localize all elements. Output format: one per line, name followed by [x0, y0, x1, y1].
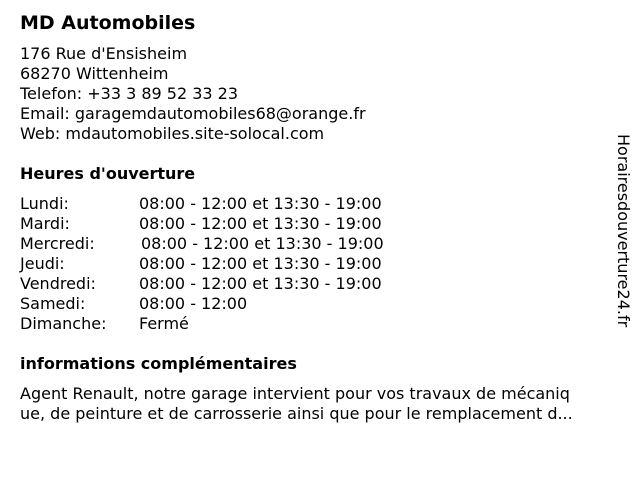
- info-text-line: Agent Renault, notre garage intervient pour vos travaux de mécaniq: [20, 384, 570, 403]
- opening-hours-table: [20, 194, 440, 334]
- day-label: Mercredi:: [20, 234, 95, 253]
- day-label: Samedi:: [20, 294, 86, 313]
- hours-row-mardi: [20, 214, 440, 234]
- hours-row-jeudi: [20, 254, 440, 274]
- hours-row-samedi: [20, 294, 440, 314]
- business-name: MD Automobiles: [20, 12, 196, 34]
- day-label: Jeudi:: [20, 254, 65, 273]
- hours-row-vendredi: [20, 274, 440, 294]
- contact-block: [20, 44, 366, 144]
- day-label: Dimanche:: [20, 314, 107, 333]
- web-line: Web: mdautomobiles.site-solocal.com: [20, 124, 325, 143]
- day-hours: 08:00 - 12:00 et 13:30 - 19:00: [139, 194, 382, 213]
- day-label: Lundi:: [20, 194, 69, 213]
- day-hours: 08:00 - 12:00 et 13:30 - 19:00: [139, 254, 382, 273]
- additional-info-title: informations complémentaires: [20, 354, 297, 373]
- day-hours: 08:00 - 12:00 et 13:30 - 19:00: [141, 234, 384, 253]
- day-hours: 08:00 - 12:00: [139, 294, 248, 313]
- site-watermark: [613, 134, 633, 344]
- day-label: Mardi:: [20, 214, 70, 233]
- address-street: 176 Rue d'Ensisheim: [20, 44, 188, 63]
- hours-row-lundi: [20, 194, 440, 214]
- day-hours: 08:00 - 12:00 et 13:30 - 19:00: [139, 274, 382, 293]
- watermark-text: Horairesdouverture24.fr: [614, 134, 633, 328]
- hours-row-dimanche: [20, 314, 440, 334]
- hours-row-mercredi: [20, 234, 440, 254]
- additional-info-text: [20, 384, 625, 424]
- day-hours: 08:00 - 12:00 et 13:30 - 19:00: [139, 214, 382, 233]
- opening-hours-title: Heures d'ouverture: [20, 164, 196, 183]
- day-label: Vendredi:: [20, 274, 96, 293]
- day-hours: Fermé: [139, 314, 189, 333]
- address-city: 68270 Wittenheim: [20, 64, 169, 83]
- phone-line: Telefon: +33 3 89 52 33 23: [20, 84, 239, 103]
- email-line: Email: garagemdautomobiles68@orange.fr: [20, 104, 366, 123]
- info-text-line: ue, de peinture et de carrosserie ainsi que pour le remplacement d...: [20, 404, 573, 423]
